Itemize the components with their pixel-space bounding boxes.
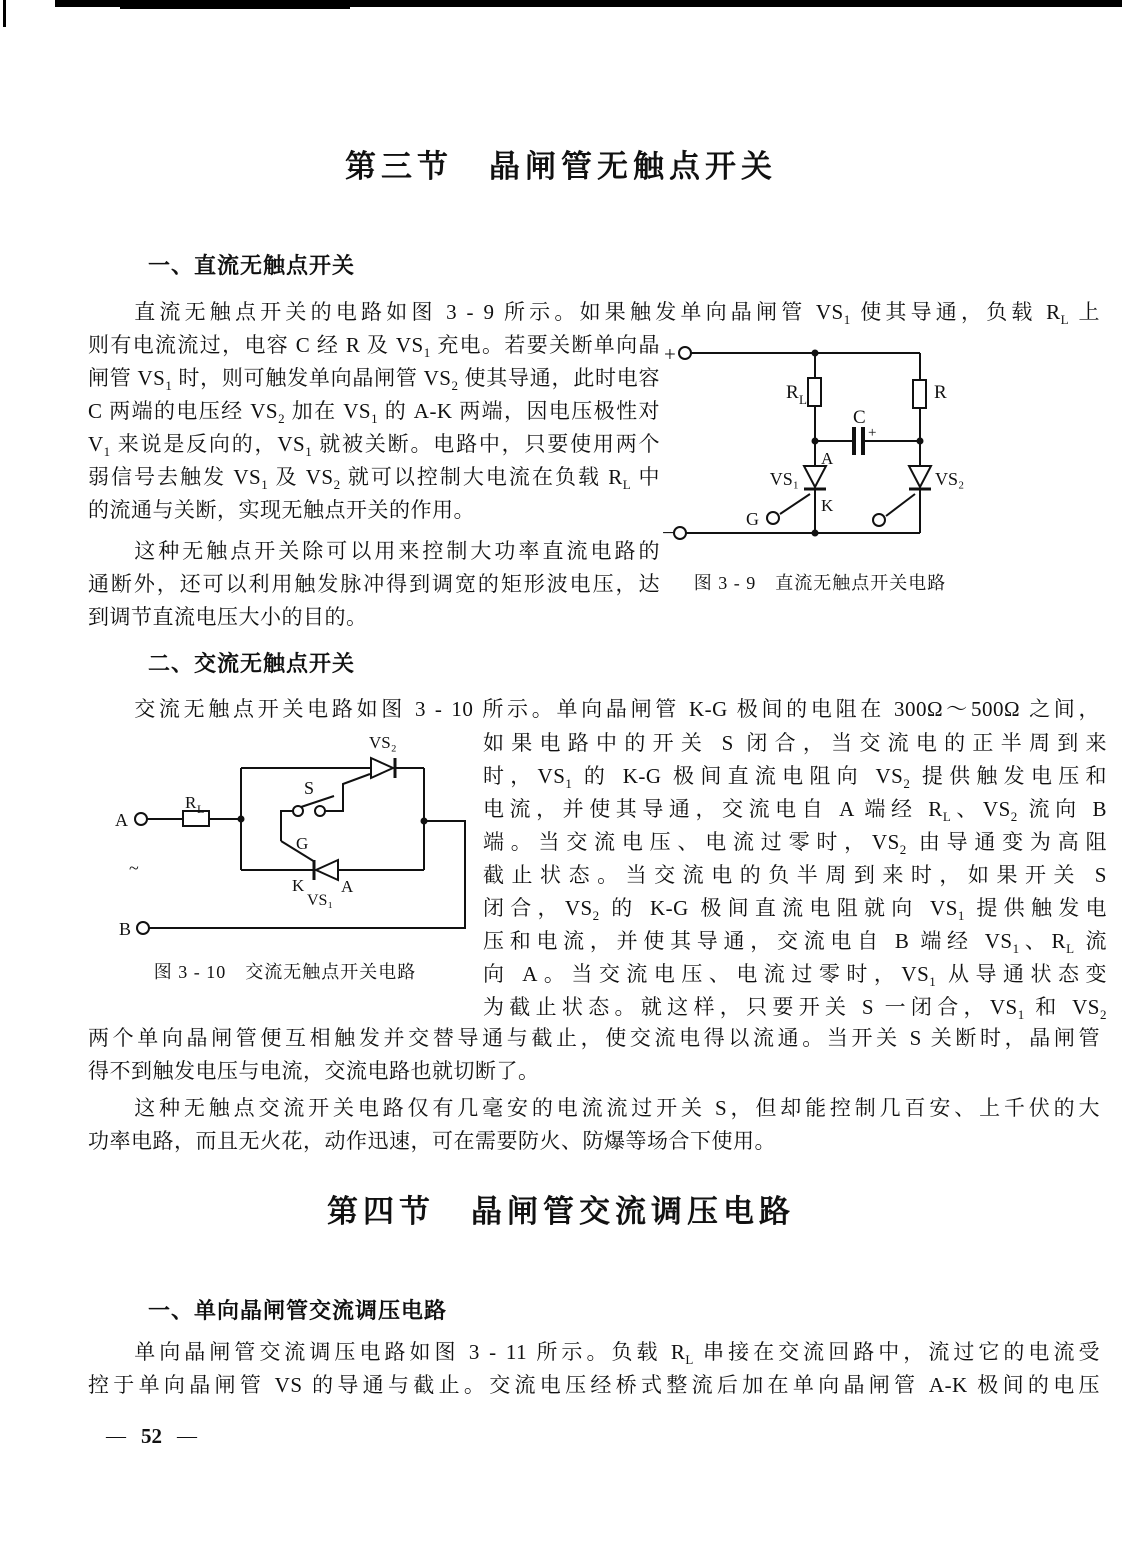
text-line: 这种无触点开关除可以用来控制大功率直流电路的 xyxy=(134,539,660,563)
fig39-caption: 图 3 - 9 直流无触点开关电路 xyxy=(693,573,947,593)
text-line: 端。当交流电压、电流过零时，$VS_2$ 由导通变为高阻 xyxy=(483,830,1107,858)
k-label: K xyxy=(292,876,305,895)
switch-left-wire xyxy=(281,811,293,841)
text-line: 向 A。当交流电压、电流过零时，$VS_1$ 从导通状态变 xyxy=(483,962,1107,990)
text-line: 时，$VS_1$ 的 K-G 极间直流电阻向 $VS_2$ 提供触发电压和 xyxy=(483,764,1107,792)
resistor-r xyxy=(913,380,926,408)
thyristor-vs1 xyxy=(316,860,338,880)
text-line: 的流通与关断，实现无触点开关的作用。 xyxy=(88,498,475,522)
section3-title: 第三节 晶闸管无触点开关 xyxy=(345,149,777,184)
rl-sub-label: L xyxy=(799,392,807,407)
rl-sub-label: L xyxy=(197,802,205,816)
single-heading: 一、单向晶闸管交流调压电路 xyxy=(148,1298,448,1323)
text-line: 交流无触点开关电路如图 3 - 10 所示。单向晶闸管 K-G 极间的电阻在 300Ω～500Ω 之间， xyxy=(134,697,1100,721)
text-line: 这种无触点交流开关电路仅有几毫安的电流流过开关 S，但却能控制几百安、上千伏的大 xyxy=(134,1096,1100,1120)
text-line: 闭合，$VS_2$ 的 K-G 极间直流电阻就向 $VS_1$ 提供触发电 xyxy=(483,896,1108,924)
page-number: 52 xyxy=(141,1424,162,1448)
ac-paragraph-cont xyxy=(88,1022,1100,1088)
section4-title: 第四节 晶闸管交流调压电路 xyxy=(327,1194,795,1229)
gate-terminal-vs1 xyxy=(767,512,779,524)
ac-paragraph2 xyxy=(88,1092,1100,1158)
text-line: 到调节直流电压大小的目的。 xyxy=(88,605,368,629)
text-line: 功率电路，而且无火花，动作迅速，可在需要防火、防爆等场合下使用。 xyxy=(88,1129,776,1153)
ac-tilde-label: ~ xyxy=(129,858,139,878)
text-line: 则有电流流过，电容 C 经 R 及 $VS_1$ 充电。若要关断单向晶 xyxy=(88,333,660,361)
fig39-circuit xyxy=(658,336,1080,573)
b-label: B xyxy=(119,919,132,939)
thyristor-vs2 xyxy=(909,466,931,487)
ac-paragraph-first xyxy=(88,693,1100,726)
text-line: 弱信号去触发 $VS_1$ 及 $VS_2$ 就可以控制大电流在负载 $R_L$ 中 xyxy=(88,465,660,493)
ac-heading: 二、交流无触点开关 xyxy=(148,651,356,676)
footer-dash: — xyxy=(106,1425,126,1447)
fig310-circuit xyxy=(85,728,485,951)
terminal-b xyxy=(137,922,149,934)
r-label: R xyxy=(934,382,947,403)
text-line: 闸管 $VS_1$ 时，则可触发单向晶闸管 $VS_2$ 使其导通，此时电容 xyxy=(88,366,661,394)
text-line: 通断外，还可以利用触发脉冲得到调宽的矩形波电压，达 xyxy=(88,572,660,596)
text-line: C 两端的电压经 $VS_2$ 加在 $VS_1$ 的 A-K 两端，因电压极性对 xyxy=(88,399,660,427)
cap-plus-label: + xyxy=(868,425,877,441)
text-line: 得不到触发电压与电流，交流电路也就切断了。 xyxy=(88,1059,540,1083)
gate-terminal-vs2 xyxy=(873,514,885,526)
text-line: 截止状态。当交流电的负半周到来时，如果开关 S xyxy=(483,863,1107,887)
vs2-label: VS₂ xyxy=(935,469,965,489)
terminal-plus xyxy=(679,347,691,359)
text-line: 压和电流，并使其导通，交流电自 B 端经 $VS_1$、$R_L$ 流 xyxy=(483,929,1108,957)
text-line: 为截止状态。就这样，只要开关 S 一闭合，$VS_1$ 和 $VS_2$ xyxy=(483,995,1107,1023)
resistor-rl xyxy=(183,811,209,826)
dc-paragraph-first xyxy=(88,296,1100,329)
vs2-label: VS₂ xyxy=(369,733,397,752)
anode-label: A xyxy=(821,449,834,468)
anode-label: A xyxy=(341,877,354,896)
scan-artifact-tick xyxy=(3,0,6,27)
fig310-caption: 图 3 - 10 交流无触点开关电路 xyxy=(153,962,417,982)
rl-label: R xyxy=(786,382,799,403)
cathode-label: K xyxy=(821,496,834,515)
a-label: A xyxy=(115,810,128,830)
footer-dash: — xyxy=(177,1425,197,1447)
single-paragraph xyxy=(88,1336,1100,1402)
text-line: $V_1$ 来说是反向的，$VS_1$ 就被关断。电路中，只要使用两个 xyxy=(88,432,660,460)
scan-artifact-bar2 xyxy=(120,6,350,9)
page-footer xyxy=(106,1424,197,1449)
switch-contact xyxy=(315,806,325,816)
text-line: 两个单向晶闸管便互相触发并交替导通与截止，使交流电得以流通。当开关 S 关断时，晶闸管 xyxy=(88,1026,1100,1050)
dc-heading: 一、直流无触点开关 xyxy=(148,253,356,278)
vs1-label: VS₁ xyxy=(307,892,334,909)
thyristor-vs2 xyxy=(371,758,393,778)
text-line: 直流无触点开关的电路如图 3 - 9 所示。如果触发单向晶闸管 $VS_1$ 使其导通，负载 $R_L$ 上 xyxy=(134,300,1101,328)
text-line: 控于单向晶闸管 VS 的导通与截止。交流电压经桥式整流后加在单向晶闸管 A-K 极间的电压 xyxy=(88,1373,1100,1397)
terminal-minus xyxy=(674,527,686,539)
ac-right-column xyxy=(483,727,1107,1024)
fig310-svg xyxy=(85,728,485,946)
minus-label: − xyxy=(662,520,675,545)
g-label: G xyxy=(296,834,309,853)
fig39-svg xyxy=(658,336,1080,568)
text-line: 如果电路中的开关 S 闭合，当交流电的正半周到来 xyxy=(483,731,1107,755)
dc-left-column xyxy=(88,329,660,634)
resistor-rl xyxy=(808,378,821,406)
text-line: 单向晶闸管交流调压电路如图 3 - 11 所示。负载 $R_L$ 串接在交流回路中，流过它的电流受 xyxy=(134,1340,1100,1368)
rl-label: R xyxy=(185,793,197,812)
terminal-a xyxy=(135,813,147,825)
thyristor-vs1 xyxy=(804,466,826,487)
c-label: C xyxy=(853,407,866,428)
s-label: S xyxy=(304,778,315,798)
text-line: 电流，并使其导通，交流电自 A 端经 $R_L$、$VS_2$ 流向 B xyxy=(483,797,1107,825)
vs2-gate-wire xyxy=(325,774,370,811)
plus-label: + xyxy=(664,342,676,366)
gate-label: G xyxy=(746,509,759,529)
vs1-label: VS₁ xyxy=(769,469,799,489)
